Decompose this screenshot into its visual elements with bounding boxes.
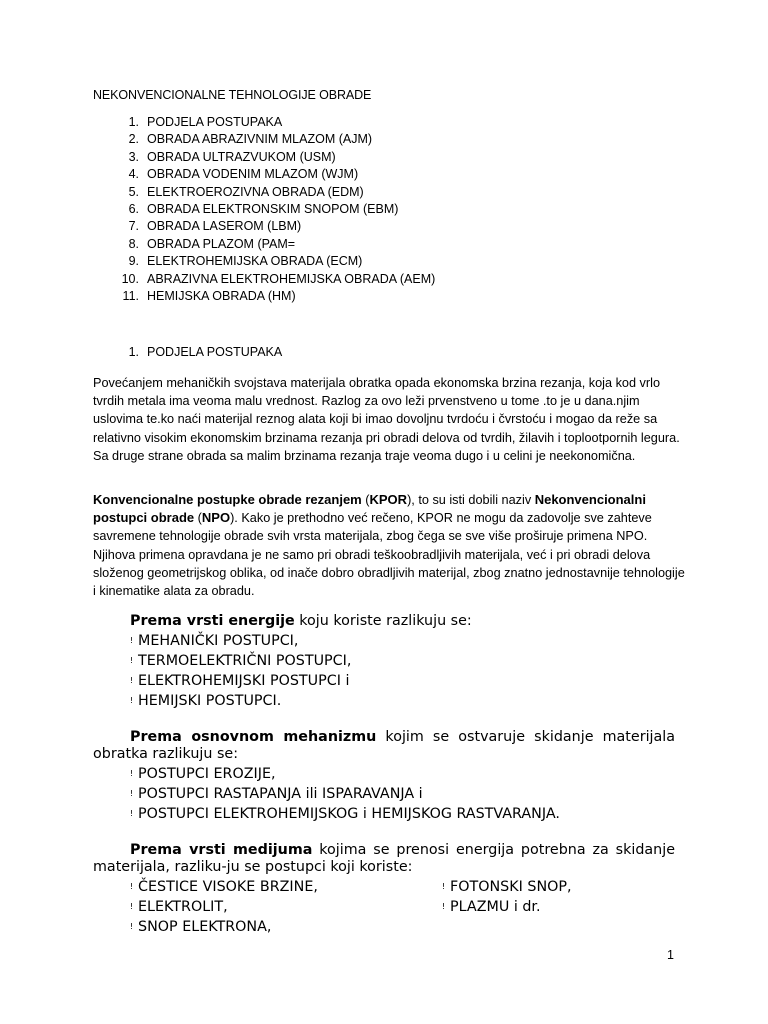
toc-label: OBRADA ELEKTRONSKIM SNOPOM (EBM) <box>147 201 399 216</box>
bullet-icon: ! <box>130 922 134 931</box>
table-of-contents <box>117 114 435 305</box>
list-item-text: POSTUPCI ELEKTROHEMIJSKOG i HEMIJSKOG RASTVARANJA. <box>138 806 560 822</box>
list-item <box>130 671 351 691</box>
toc-number: 5. <box>128 184 139 199</box>
medium-list-column-1 <box>130 877 318 937</box>
bullet-icon: ! <box>442 882 446 891</box>
toc-item <box>117 288 435 305</box>
toc-item <box>117 114 435 131</box>
list-item-text: FOTONSKI SNOP, <box>450 879 572 895</box>
toc-label: OBRADA ULTRAZVUKOM (USM) <box>147 149 336 164</box>
section-heading <box>117 345 282 359</box>
toc-label: OBRADA PLAZOM (PAM= <box>147 236 296 251</box>
energy-list <box>130 631 351 711</box>
text-run: kojim se ostvaruje skidanje materijala obratka razlikuju se: <box>93 729 676 762</box>
text-run: ), to su isti dobili naziv <box>407 493 535 507</box>
list-item <box>130 784 560 804</box>
toc-label: OBRADA ABRAZIVNIM MLAZOM (AJM) <box>147 132 373 147</box>
toc-item <box>117 184 435 201</box>
mechanism-list <box>130 764 560 824</box>
paragraph-intro: Povećanjem mehaničkih svojstava materijala obratka opada ekonomska brzina rezanja, koja kod vrlo tvrdih metala ima veoma malu vrednost. Razlog za ovo leži prvenstveno u tome .to je u dana.njim uslovima te.ko naći materijal reznog alata koji bi imao dovoljnu tvrdoću i čvrstoću i mogao da reže sa relativno visokim ekonomskim brzinama rezanja pri obradi delova od tvrdih, žilavih i toplootpornih legura. Sa druge strane obrada sa malim brzinama rezanja traje veoma dugo i u celini je neekonomična. <box>93 376 680 463</box>
document-title: NEKONVENCIONALNE TEHNOLOGIJE OBRADE <box>93 88 372 102</box>
list-item <box>130 631 351 651</box>
toc-label: ELEKTROHEMIJSKA OBRADA (ECM) <box>147 254 363 269</box>
toc-label: ABRAZIVNA ELEKTROHEMIJSKA OBRADA (AEM) <box>147 271 436 286</box>
list-item-text: PLAZMU i dr. <box>450 899 541 915</box>
list-item <box>442 877 572 897</box>
list-item <box>130 877 318 897</box>
bullet-icon: ! <box>130 696 134 705</box>
text-run: kojima se prenosi energija potrebna za skidanje materijala, razliku-ju se postupci koji koriste: <box>93 842 675 875</box>
toc-number: 9. <box>128 254 139 269</box>
bold-term: Konvencionalne postupke obrade rezanjem <box>93 492 362 507</box>
list-item-text: TERMOELEKTRIČNI POSTUPCI, <box>138 653 352 669</box>
toc-number: 4. <box>128 167 139 182</box>
bold-term: Nekonvencionalni postupci obrade <box>93 492 646 526</box>
bullet-icon: ! <box>130 656 134 665</box>
section-number: 1. <box>128 345 139 359</box>
list-item <box>442 897 572 917</box>
toc-number: 6. <box>128 201 139 216</box>
toc-item <box>117 201 435 218</box>
toc-item <box>117 218 435 235</box>
toc-label: HEMIJSKA OBRADA (HM) <box>147 288 296 303</box>
bullet-icon: ! <box>442 902 446 911</box>
bold-term: Prema vrsti energije <box>130 613 295 629</box>
toc-item <box>117 253 435 270</box>
bold-term: Prema osnovnom mehanizmu <box>130 729 377 745</box>
text-run: koju koriste razlikuju se: <box>294 613 472 629</box>
list-item <box>130 897 318 917</box>
toc-label: ELEKTROEROZIVNA OBRADA (EDM) <box>147 184 364 199</box>
energy-classification-heading <box>93 613 675 630</box>
page-number: 1 <box>667 948 674 962</box>
bullet-icon: ! <box>130 676 134 685</box>
bold-term: KPOR <box>369 492 408 507</box>
list-item <box>130 917 318 937</box>
toc-item <box>117 131 435 148</box>
toc-number: 2. <box>128 132 139 147</box>
bullet-icon: ! <box>130 769 134 778</box>
toc-label: OBRADA LASEROM (LBM) <box>147 219 302 234</box>
list-item-text: POSTUPCI EROZIJE, <box>138 766 276 782</box>
toc-number: 11. <box>122 288 139 303</box>
toc-item <box>117 166 435 183</box>
bold-term: Prema vrsti medijuma <box>130 842 313 858</box>
list-item <box>130 764 560 784</box>
text-run: ). Kako je prethodno već rečeno, KPOR ne mogu da zadovolje sve zahteve savremene tehnologije obrade svih vrsta materijala, zbog čega se sve više proširuje primena NPO. Njihova primena opravdana je ne samo pri obradi teškoobradljivih materijala, već i pri obradi delova složenog geometrijskog oblika, od inače dobro obradljivih materijal, zbog znatno jednostavnije tehnologije i kinematike alata za obradu. <box>93 511 685 599</box>
list-item-text: ELEKTROLIT, <box>138 899 228 915</box>
medium-list-column-2 <box>442 877 572 917</box>
toc-item <box>117 271 435 288</box>
bullet-icon: ! <box>130 636 134 645</box>
bullet-icon: ! <box>130 789 134 798</box>
bullet-icon: ! <box>130 809 134 818</box>
list-item-text: ELEKTROHEMIJSKI POSTUPCI i <box>138 673 350 689</box>
text-run: ( <box>361 493 370 507</box>
toc-label: OBRADA VODENIM MLAZOM (WJM) <box>147 167 359 182</box>
bullet-icon: ! <box>130 902 134 911</box>
list-item-text: POSTUPCI RASTAPANJA ili ISPARAVANJA i <box>138 786 423 802</box>
toc-number: 8. <box>128 236 139 251</box>
bullet-icon: ! <box>130 882 134 891</box>
paragraph-kpor <box>93 491 685 600</box>
toc-item <box>117 149 435 166</box>
toc-number: 3. <box>128 149 139 164</box>
section-title: PODJELA POSTUPAKA <box>147 345 283 359</box>
text-run: ( <box>194 511 202 526</box>
list-item-text: SNOP ELEKTRONA, <box>138 919 272 935</box>
list-item-text: HEMIJSKI POSTUPCI. <box>138 693 282 709</box>
bold-term: NPO <box>201 510 231 526</box>
toc-number: 1. <box>128 115 139 129</box>
list-item <box>130 691 351 711</box>
mechanism-classification-heading <box>93 729 675 763</box>
toc-number: 10. <box>121 271 139 286</box>
toc-item <box>117 236 435 253</box>
list-item <box>130 651 351 671</box>
list-item-text: ČESTICE VISOKE BRZINE, <box>138 879 318 895</box>
list-item <box>130 804 560 824</box>
toc-label: PODJELA POSTUPAKA <box>147 115 283 129</box>
medium-classification-heading <box>93 842 675 876</box>
toc-number: 7. <box>128 219 139 234</box>
list-item-text: MEHANIČKI POSTUPCI, <box>138 633 299 649</box>
